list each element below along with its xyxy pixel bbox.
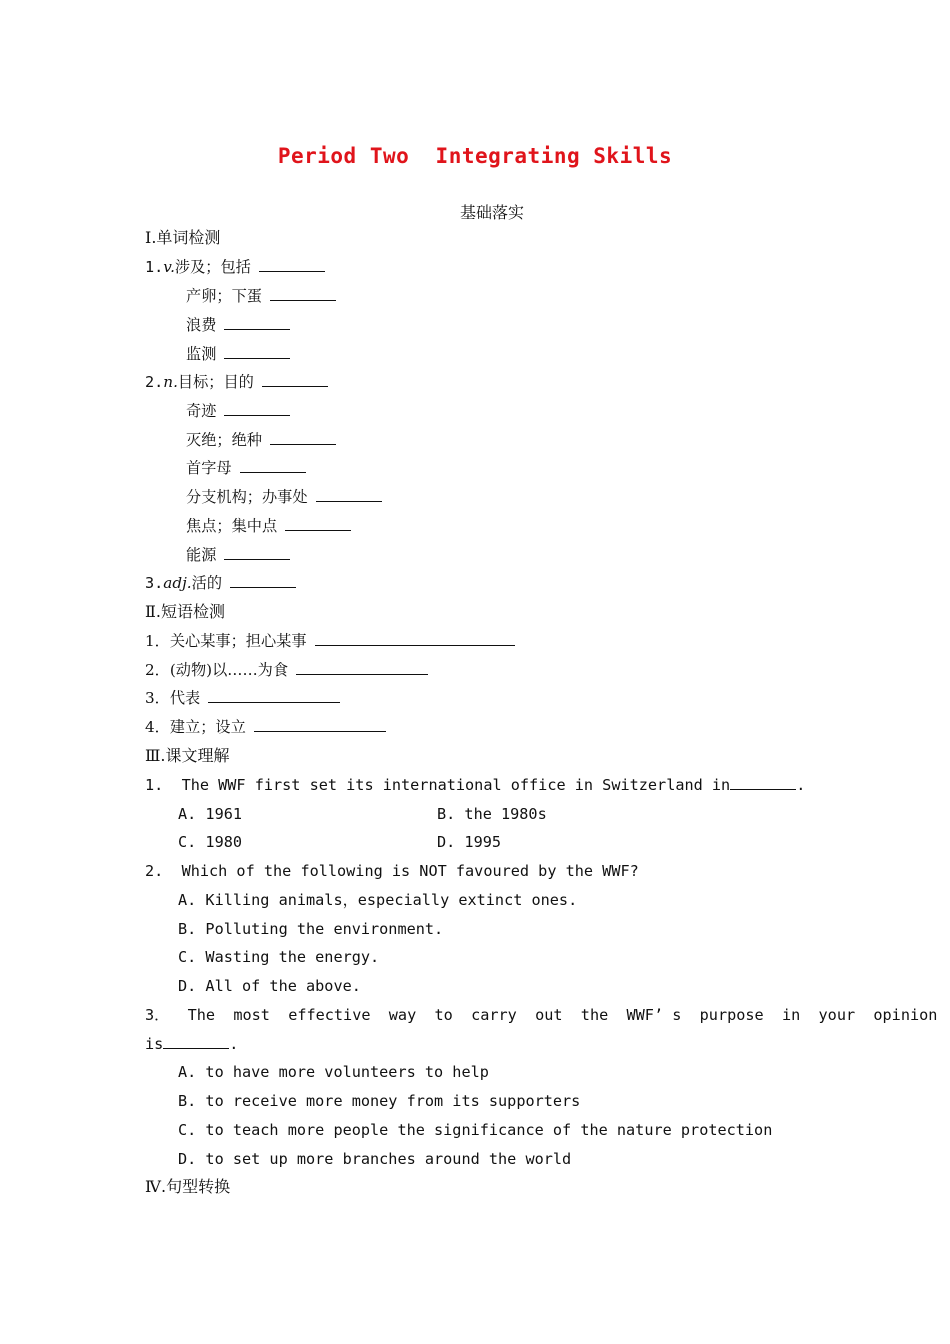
phrase-prompt: 3．代表 — [145, 689, 201, 707]
phrase-item — [145, 631, 515, 651]
vocab-prompt: 涉及；包括 — [174, 258, 251, 276]
phrase-prompt: 1．关心某事；担心某事 — [145, 632, 307, 650]
answer-blank[interactable] — [230, 573, 296, 588]
question-2-stem: 2. Which of the following is NOT favoured by the WWF? — [145, 862, 639, 880]
section-1-heading: Ⅰ.单词检测 — [145, 228, 221, 247]
answer-blank[interactable] — [254, 717, 386, 732]
question-3-option-c[interactable]: C. to teach more people the significance of the nature protection — [178, 1121, 773, 1139]
vocab-item — [186, 516, 351, 536]
question-2-option-a[interactable]: A. Killing animals，especially extinct ones. — [178, 891, 578, 909]
answer-blank[interactable] — [270, 286, 336, 301]
vocab-item — [186, 315, 290, 335]
section-3-heading: Ⅲ.课文理解 — [145, 746, 230, 765]
vocab-prompt: 能源 — [186, 546, 217, 564]
vocab-item — [186, 344, 290, 364]
question-2-option-b[interactable]: B. Polluting the environment. — [178, 920, 444, 938]
part-of-speech: n. — [163, 373, 178, 391]
question-1-option-b[interactable]: B. the 1980s — [437, 805, 547, 823]
question-text: 1. The WWF first set its international office in Switzerland in — [145, 776, 731, 794]
page-title: Period Two Integrating Skills — [277, 144, 673, 168]
vocab-item — [186, 458, 306, 478]
vocab-prompt: 监测 — [186, 345, 217, 363]
item-number: 1. — [145, 258, 164, 276]
phrase-item — [145, 688, 340, 708]
vocab-prompt: 灭绝；绝种 — [186, 431, 262, 449]
page-subtitle: 基础落实 — [459, 203, 524, 222]
answer-blank[interactable] — [224, 401, 290, 416]
answer-blank[interactable] — [315, 631, 515, 646]
answer-blank[interactable] — [262, 372, 328, 387]
answer-blank[interactable] — [163, 1034, 229, 1049]
question-2-option-d[interactable]: D. All of the above. — [178, 977, 361, 995]
question-3-stem: 3． The most effective way to carry out the WWF’ s purpose in your opinion — [145, 1006, 938, 1024]
question-3-option-d[interactable]: D. to set up more branches around the world — [178, 1150, 572, 1168]
vocab-prompt: 分支机构；办事处 — [186, 488, 308, 506]
answer-blank[interactable] — [240, 458, 306, 473]
answer-blank[interactable] — [224, 315, 290, 330]
vocab-item — [145, 573, 296, 593]
question-end: . — [796, 776, 806, 794]
vocab-item — [186, 487, 382, 507]
item-number: 2. — [145, 373, 164, 391]
answer-blank[interactable] — [270, 430, 336, 445]
vocab-item — [186, 401, 290, 421]
vocab-prompt: 目标；目的 — [177, 373, 254, 391]
question-3-option-a[interactable]: A. to have more volunteers to help — [178, 1063, 489, 1081]
answer-blank[interactable] — [208, 688, 340, 703]
phrase-item — [145, 717, 386, 737]
answer-blank[interactable] — [316, 487, 382, 502]
phrase-prompt: 2．(动物)以……为食 — [145, 661, 289, 679]
question-2-option-c[interactable]: C. Wasting the energy. — [178, 948, 380, 966]
answer-blank[interactable] — [285, 516, 351, 531]
question-1-option-c[interactable]: C. 1980 — [178, 833, 243, 851]
item-number: 3. — [145, 574, 164, 592]
answer-blank[interactable] — [259, 257, 325, 272]
vocab-prompt: 首字母 — [186, 459, 232, 477]
phrase-item — [145, 660, 428, 680]
vocab-item — [145, 257, 325, 277]
vocab-item — [186, 286, 336, 306]
vocab-item — [186, 430, 336, 450]
vocab-prompt: 奇迹 — [186, 402, 217, 420]
answer-blank[interactable] — [224, 344, 290, 359]
question-1-stem — [145, 775, 805, 795]
vocab-prompt: 产卵；下蛋 — [186, 287, 262, 305]
answer-blank[interactable] — [730, 775, 796, 790]
question-1-option-a[interactable]: A. 1961 — [178, 805, 243, 823]
phrase-prompt: 4．建立；设立 — [145, 718, 246, 736]
vocab-item — [145, 372, 328, 392]
question-3-option-b[interactable]: B. to receive more money from its supporters — [178, 1092, 581, 1110]
answer-blank[interactable] — [224, 545, 290, 560]
question-text: is — [145, 1035, 164, 1053]
question-end: . — [229, 1035, 239, 1053]
vocab-prompt: 浪费 — [186, 316, 217, 334]
part-of-speech: adj. — [163, 574, 192, 592]
question-1-option-d[interactable]: D. 1995 — [437, 833, 502, 851]
part-of-speech: v. — [163, 258, 175, 276]
question-3-stem-cont — [145, 1034, 238, 1054]
answer-blank[interactable] — [296, 660, 428, 675]
section-4-heading: Ⅳ.句型转换 — [145, 1177, 231, 1196]
vocab-item — [186, 545, 290, 565]
vocab-prompt: 活的 — [191, 574, 222, 592]
section-2-heading: Ⅱ.短语检测 — [145, 602, 225, 621]
vocab-prompt: 焦点；集中点 — [186, 517, 278, 535]
